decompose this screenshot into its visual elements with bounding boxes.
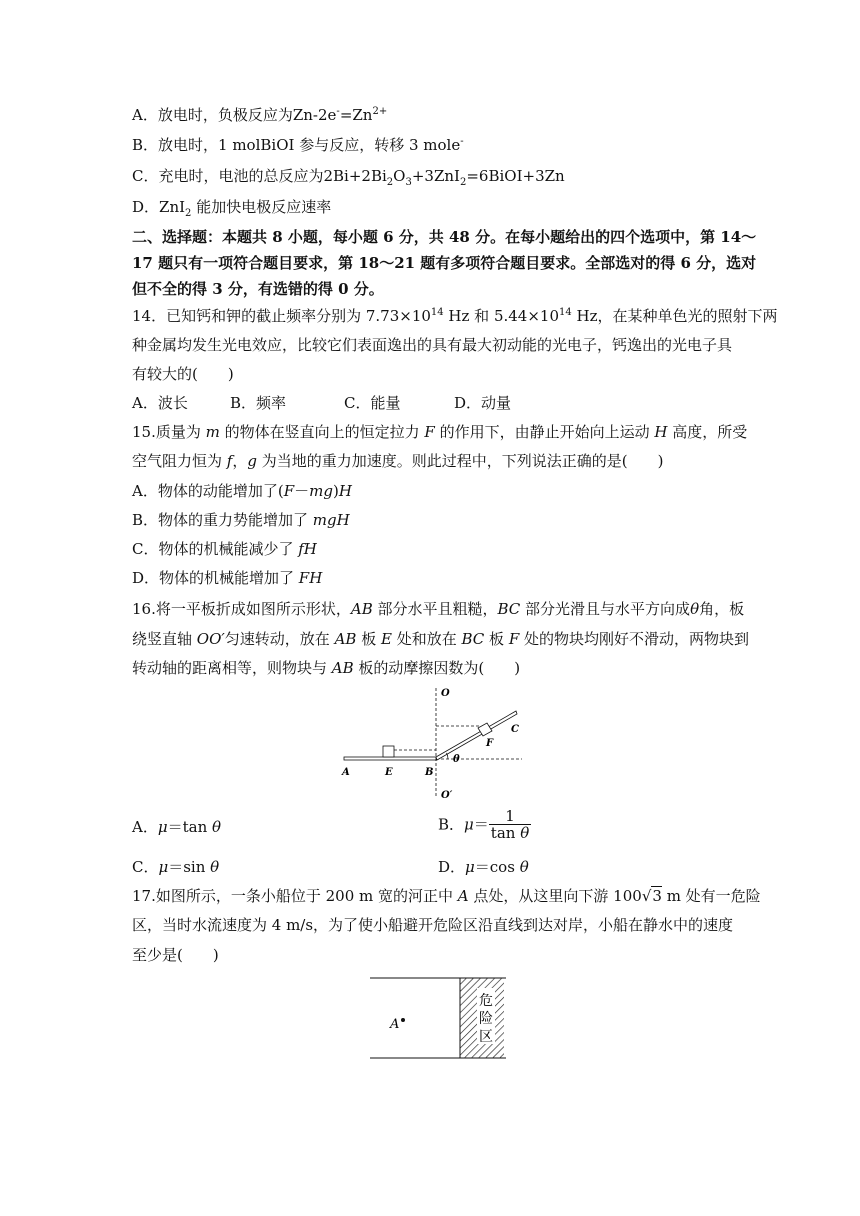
q15-option-c: C．物体的机械能减少了 fH [132, 540, 317, 558]
q14-line3: 有较大的( ) [132, 365, 234, 383]
q14-line2: 种金属均发生光电效应，比较它们表面逸出的具有最大初动能的光电子，钙逸出的光电子具 [132, 336, 733, 354]
section2-line1: 二、选择题：本题共 8 小题，每小题 6 分，共 48 分。在每小题给出的四个选项中，第 14～ [132, 228, 757, 246]
q14-line1: 14．已知钙和钾的截止频率分别为 $7.73\times 10^{14}$ Hz 和 $5.44\times 10^{14}$ Hz，在某种单色光的照射下两 [132, 307, 778, 325]
section2-line2: 17 题只有一项符合题目要求，第 18～21 题有多项符合题目要求。全部选对的得 6 分，选对 [132, 254, 757, 272]
q13-option-a: A．放电时，负极反应为$Zn-2e^-=Zn^{2+}$ [132, 106, 388, 124]
label-a-point: A [390, 1017, 400, 1032]
plate-bc [436, 711, 517, 760]
q17-line3: 至少是( ) [132, 946, 219, 964]
danger-zone-char-2: 险 [479, 1011, 493, 1027]
q15-line1: 15.质量为 m 的物体在竖直向上的恒定拉力 F 的作用下，由静止开始向上运动 H 高度，所受 [132, 423, 748, 441]
q16-line2: 绕竖直轴 OO′匀速转动，放在 AB 板 E 处和放在 BC 板 F 处的物块均刚好不滑动，两物块到 [132, 630, 750, 648]
q13-option-c: C．充电时，电池的总反应为$2Bi+2Bi_2O_3+3ZnI_2=6BiOI+3Zn$ [132, 167, 565, 188]
label-o: O [441, 688, 450, 699]
q16-line3: 转动轴的距离相等，则物块与 AB 板的动摩擦因数为( ) [132, 659, 521, 677]
q15-option-b: B．物体的重力势能增加了 mgH [132, 511, 350, 529]
q13-option-d: D．ZnI$_2$ 能加快电极反应速率 [132, 198, 332, 219]
block-e [383, 746, 394, 757]
q14-option-c: C．能量 [344, 394, 401, 412]
q15-option-d: D．物体的机械能增加了 FH [132, 569, 323, 587]
sqrt-sign: √ [641, 887, 652, 905]
label-b: B [425, 767, 434, 778]
q17-line1: 17.如图所示，一条小船位于 200 m 宽的河正中 A 点处，从这里向下游 100√3 m 处有一危险 [132, 887, 761, 905]
q14-option-b: B．频率 [230, 394, 287, 412]
label-c: C [511, 724, 519, 735]
danger-zone-char-1: 危 [479, 993, 493, 1009]
label-theta: θ [453, 754, 460, 765]
label-a: A [342, 767, 350, 778]
q16-option-d: D．μ＝cos θ [438, 858, 529, 876]
plate-ab [344, 757, 436, 760]
q13-option-b: B．放电时，1 molBiOI 参与反应，转移 3 mole- [132, 136, 464, 154]
label-o-prime: O′ [441, 790, 453, 801]
boat-point-a [401, 1018, 405, 1022]
q16-diagram [330, 684, 530, 802]
danger-zone-char-3: 区 [479, 1029, 493, 1045]
q15-option-a: A．物体的动能增加了(F－mg)H [132, 482, 352, 500]
q16-line1: 16.将一平板折成如图所示形状，AB 部分水平且粗糙，BC 部分光滑且与水平方向成θ角，板 [132, 600, 745, 618]
q16-option-a: A．μ＝tan θ [132, 818, 222, 836]
fraction: $\frac{1}{\text{tan θ}}$ [490, 807, 530, 842]
label-f: F [486, 738, 494, 749]
q14-options [132, 393, 511, 413]
q14-option-a: A．波长 [132, 394, 188, 412]
q17-line2: 区，当时水流速度为 4 m/s，为了使小船避开危险区沿直线到达对岸，小船在静水中的速度 [132, 916, 734, 934]
label-e: E [385, 767, 393, 778]
q16-option-c: C．μ＝sin θ [132, 858, 220, 876]
q14-option-d: D．动量 [454, 394, 512, 412]
section2-line3: 但不全的得 3 分，有选错的得 0 分。 [132, 280, 384, 298]
q15-line2: 空气阻力恒为 f，g 为当地的重力加速度。则此过程中，下列说法正确的是( ) [132, 452, 664, 470]
q16-option-b: B．μ＝ $\frac{1}{\text{tan θ}}$ [438, 807, 530, 842]
q17-diagram [366, 972, 512, 1064]
